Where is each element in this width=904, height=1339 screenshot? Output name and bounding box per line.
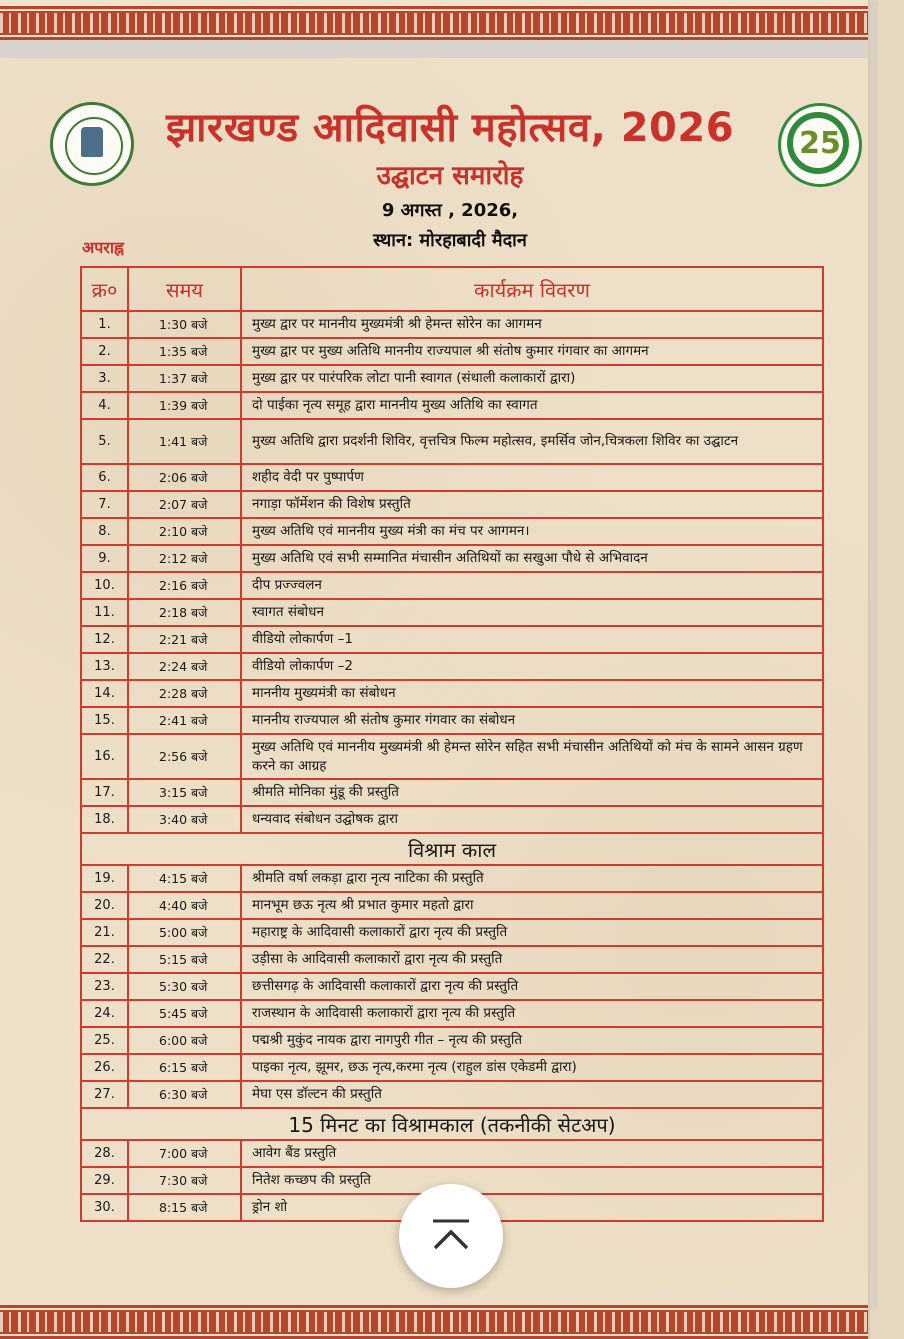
top-decorative-border [0, 6, 870, 40]
serial-cell: 23. [81, 973, 128, 1000]
header-serial: क्र० [81, 267, 128, 311]
table-row [81, 1081, 823, 1108]
table-row [81, 680, 823, 707]
time-cell: 2:12 बजे [128, 545, 241, 572]
time-cell: 2:07 बजे [128, 491, 241, 518]
table-row [81, 311, 823, 338]
scrollbar-thumb[interactable] [870, 0, 878, 1310]
description-cell: ड्रोन शो [241, 1194, 823, 1221]
description-cell: पद्मश्री मुकुंद नायक द्वारा नागपुरी गीत – नृत्य की प्रस्तुति [241, 1027, 823, 1054]
chevron-up-bar-icon [431, 1218, 471, 1252]
table-row [81, 919, 823, 946]
description-cell: दीप प्रज्ज्वलन [241, 572, 823, 599]
time-cell: 5:00 बजे [128, 919, 241, 946]
festival-title: झारखण्ड आदिवासी महोत्सव, 2026 [165, 105, 735, 151]
break-row [81, 1108, 823, 1140]
serial-cell: 18. [81, 806, 128, 833]
table-row [81, 572, 823, 599]
serial-cell: 26. [81, 1054, 128, 1081]
serial-cell: 24. [81, 1000, 128, 1027]
table-row [81, 626, 823, 653]
scroll-to-top-button[interactable] [399, 1184, 503, 1288]
session-label: अपराह्न [82, 238, 124, 257]
serial-cell: 11. [81, 599, 128, 626]
table-row [81, 1000, 823, 1027]
time-cell: 5:15 बजे [128, 946, 241, 973]
description-cell: उड़ीसा के आदिवासी कलाकारों द्वारा नृत्य की प्रस्तुति [241, 946, 823, 973]
serial-cell: 8. [81, 518, 128, 545]
table-row [81, 653, 823, 680]
description-cell: आवेग बैंड प्रस्तुति [241, 1140, 823, 1167]
description-cell: नितेश कच्छप की प्रस्तुति [241, 1167, 823, 1194]
break-row [81, 833, 823, 865]
table-row [81, 464, 823, 491]
table-row [81, 338, 823, 365]
table-header-row [81, 267, 823, 311]
description-cell: दो पाईका नृत्य समूह द्वारा माननीय मुख्य अतिथि का स्वागत [241, 392, 823, 419]
serial-cell: 3. [81, 365, 128, 392]
table-row [81, 1140, 823, 1167]
serial-cell: 20. [81, 892, 128, 919]
table-row [81, 707, 823, 734]
serial-cell: 21. [81, 919, 128, 946]
time-cell: 2:24 बजे [128, 653, 241, 680]
serial-cell: 1. [81, 311, 128, 338]
serial-cell: 9. [81, 545, 128, 572]
time-cell: 8:15 बजे [128, 1194, 241, 1221]
bottom-decorative-border [0, 1305, 870, 1339]
gray-separator [0, 40, 870, 58]
description-cell: मुख्य द्वार पर पारंपरिक लोटा पानी स्वागत (संथाली कलाकारों द्वारा) [241, 365, 823, 392]
serial-cell: 6. [81, 464, 128, 491]
logo-number: 25 [799, 126, 841, 161]
description-cell: धन्यवाद संबोधन उद्घोषक द्वारा [241, 806, 823, 833]
time-cell: 2:56 बजे [128, 734, 241, 779]
serial-cell: 28. [81, 1140, 128, 1167]
time-cell: 2:06 बजे [128, 464, 241, 491]
description-cell: मुख्य द्वार पर माननीय मुख्यमंत्री श्री हेमन्त सोरेन का आगमन [241, 311, 823, 338]
description-cell: मुख्य अतिथि द्वारा प्रदर्शनी शिविर, वृत्तचित्र फिल्म महोत्सव, इमर्सिव जोन,चित्रकला शिविर का उद्घाटन [241, 419, 823, 464]
description-cell: माननीय मुख्यमंत्री का संबोधन [241, 680, 823, 707]
time-cell: 2:18 बजे [128, 599, 241, 626]
jharkhand-government-emblem-icon [50, 102, 134, 186]
time-cell: 5:45 बजे [128, 1000, 241, 1027]
time-cell: 1:30 बजे [128, 311, 241, 338]
serial-cell: 27. [81, 1081, 128, 1108]
time-cell: 1:35 बजे [128, 338, 241, 365]
time-cell: 1:41 बजे [128, 419, 241, 464]
table-row [81, 419, 823, 464]
table-row [81, 973, 823, 1000]
serial-cell: 17. [81, 779, 128, 806]
serial-cell: 5. [81, 419, 128, 464]
time-cell: 6:00 बजे [128, 1027, 241, 1054]
serial-cell: 4. [81, 392, 128, 419]
time-cell: 5:30 बजे [128, 973, 241, 1000]
description-cell: महाराष्ट्र के आदिवासी कलाकारों द्वारा नृत्य की प्रस्तुति [241, 919, 823, 946]
schedule-table [80, 266, 824, 1222]
description-cell: पाइका नृत्य, झूमर, छऊ नृत्य,करमा नृत्य (राहुल डांस एकेडमी द्वारा) [241, 1054, 823, 1081]
time-cell: 4:15 बजे [128, 865, 241, 892]
serial-cell: 7. [81, 491, 128, 518]
description-cell: नगाड़ा फॉर्मेशन की विशेष प्रस्तुति [241, 491, 823, 518]
serial-cell: 25. [81, 1027, 128, 1054]
serial-cell: 13. [81, 653, 128, 680]
table-row [81, 1027, 823, 1054]
table-row [81, 518, 823, 545]
time-cell: 1:39 बजे [128, 392, 241, 419]
table-row [81, 865, 823, 892]
description-cell: माननीय राज्यपाल श्री संतोष कुमार गंगवार का संबोधन [241, 707, 823, 734]
description-cell: शहीद वेदी पर पुष्पार्पण [241, 464, 823, 491]
time-cell: 2:10 बजे [128, 518, 241, 545]
serial-cell: 19. [81, 865, 128, 892]
time-cell: 6:15 बजे [128, 1054, 241, 1081]
serial-cell: 22. [81, 946, 128, 973]
header-time: समय [128, 267, 241, 311]
serial-cell: 30. [81, 1194, 128, 1221]
description-cell: मुख्य अतिथि एवं सभी सम्मानित मंचासीन अतिथियों का सखुआ पौधे से अभिवादन [241, 545, 823, 572]
jharkhand-25-logo-icon [778, 103, 862, 187]
time-cell: 3:40 बजे [128, 806, 241, 833]
description-cell: वीडियो लोकार्पण –1 [241, 626, 823, 653]
table-row [81, 545, 823, 572]
description-cell: मुख्य अतिथि एवं माननीय मुख्य मंत्री का मंच पर आगमन। [241, 518, 823, 545]
serial-cell: 29. [81, 1167, 128, 1194]
time-cell: 7:30 बजे [128, 1167, 241, 1194]
serial-cell: 2. [81, 338, 128, 365]
time-cell: 2:16 बजे [128, 572, 241, 599]
serial-cell: 10. [81, 572, 128, 599]
serial-cell: 16. [81, 734, 128, 779]
serial-cell: 12. [81, 626, 128, 653]
break-label: 15 मिनट का विश्रामकाल (तकनीकी सेटअप) [81, 1108, 823, 1140]
time-cell: 2:28 बजे [128, 680, 241, 707]
table-row [81, 392, 823, 419]
time-cell: 3:15 बजे [128, 779, 241, 806]
serial-cell: 14. [81, 680, 128, 707]
time-cell: 2:21 बजे [128, 626, 241, 653]
description-cell: छत्तीसगढ़ के आदिवासी कलाकारों द्वारा नृत्य की प्रस्तुति [241, 973, 823, 1000]
event-date: 9 अगस्त , 2026, [381, 200, 519, 221]
event-venue: स्थान: मोरहाबादी मैदान [373, 230, 527, 251]
table-row [81, 892, 823, 919]
time-cell: 2:41 बजे [128, 707, 241, 734]
time-cell: 6:30 बजे [128, 1081, 241, 1108]
table-row [81, 734, 823, 779]
table-row [81, 599, 823, 626]
time-cell: 7:00 बजे [128, 1140, 241, 1167]
table-row [81, 806, 823, 833]
table-row [81, 1054, 823, 1081]
description-cell: मुख्य अतिथि एवं माननीय मुख्यमंत्री श्री हेमन्त सोरेन सहित सभी मंचासीन अतिथियों को मंच के सामने आसन ग्रहण करने का आग्रह [241, 734, 823, 779]
header-description: कार्यक्रम विवरण [241, 267, 823, 311]
table-row [81, 491, 823, 518]
description-cell: श्रीमति मोनिका मुंडू की प्रस्तुति [241, 779, 823, 806]
description-cell: राजस्थान के आदिवासी कलाकारों द्वारा नृत्य की प्रस्तुति [241, 1000, 823, 1027]
description-cell: मेघा एस डॉल्टन की प्रस्तुति [241, 1081, 823, 1108]
description-cell: स्वागत संबोधन [241, 599, 823, 626]
table-row [81, 779, 823, 806]
description-cell: वीडियो लोकार्पण –2 [241, 653, 823, 680]
serial-cell: 15. [81, 707, 128, 734]
table-row [81, 365, 823, 392]
time-cell: 1:37 बजे [128, 365, 241, 392]
table-row [81, 946, 823, 973]
ceremony-subtitle: उद्घाटन समारोह [376, 161, 524, 191]
break-label: विश्राम काल [81, 833, 823, 865]
description-cell: मानभूम छऊ नृत्य श्री प्रभात कुमार महतो द्वारा [241, 892, 823, 919]
description-cell: मुख्य द्वार पर मुख्य अतिथि माननीय राज्यपाल श्री संतोष कुमार गंगवार का आगमन [241, 338, 823, 365]
time-cell: 4:40 बजे [128, 892, 241, 919]
description-cell: श्रीमति वर्षा लकड़ा द्वारा नृत्य नाटिका की प्रस्तुति [241, 865, 823, 892]
